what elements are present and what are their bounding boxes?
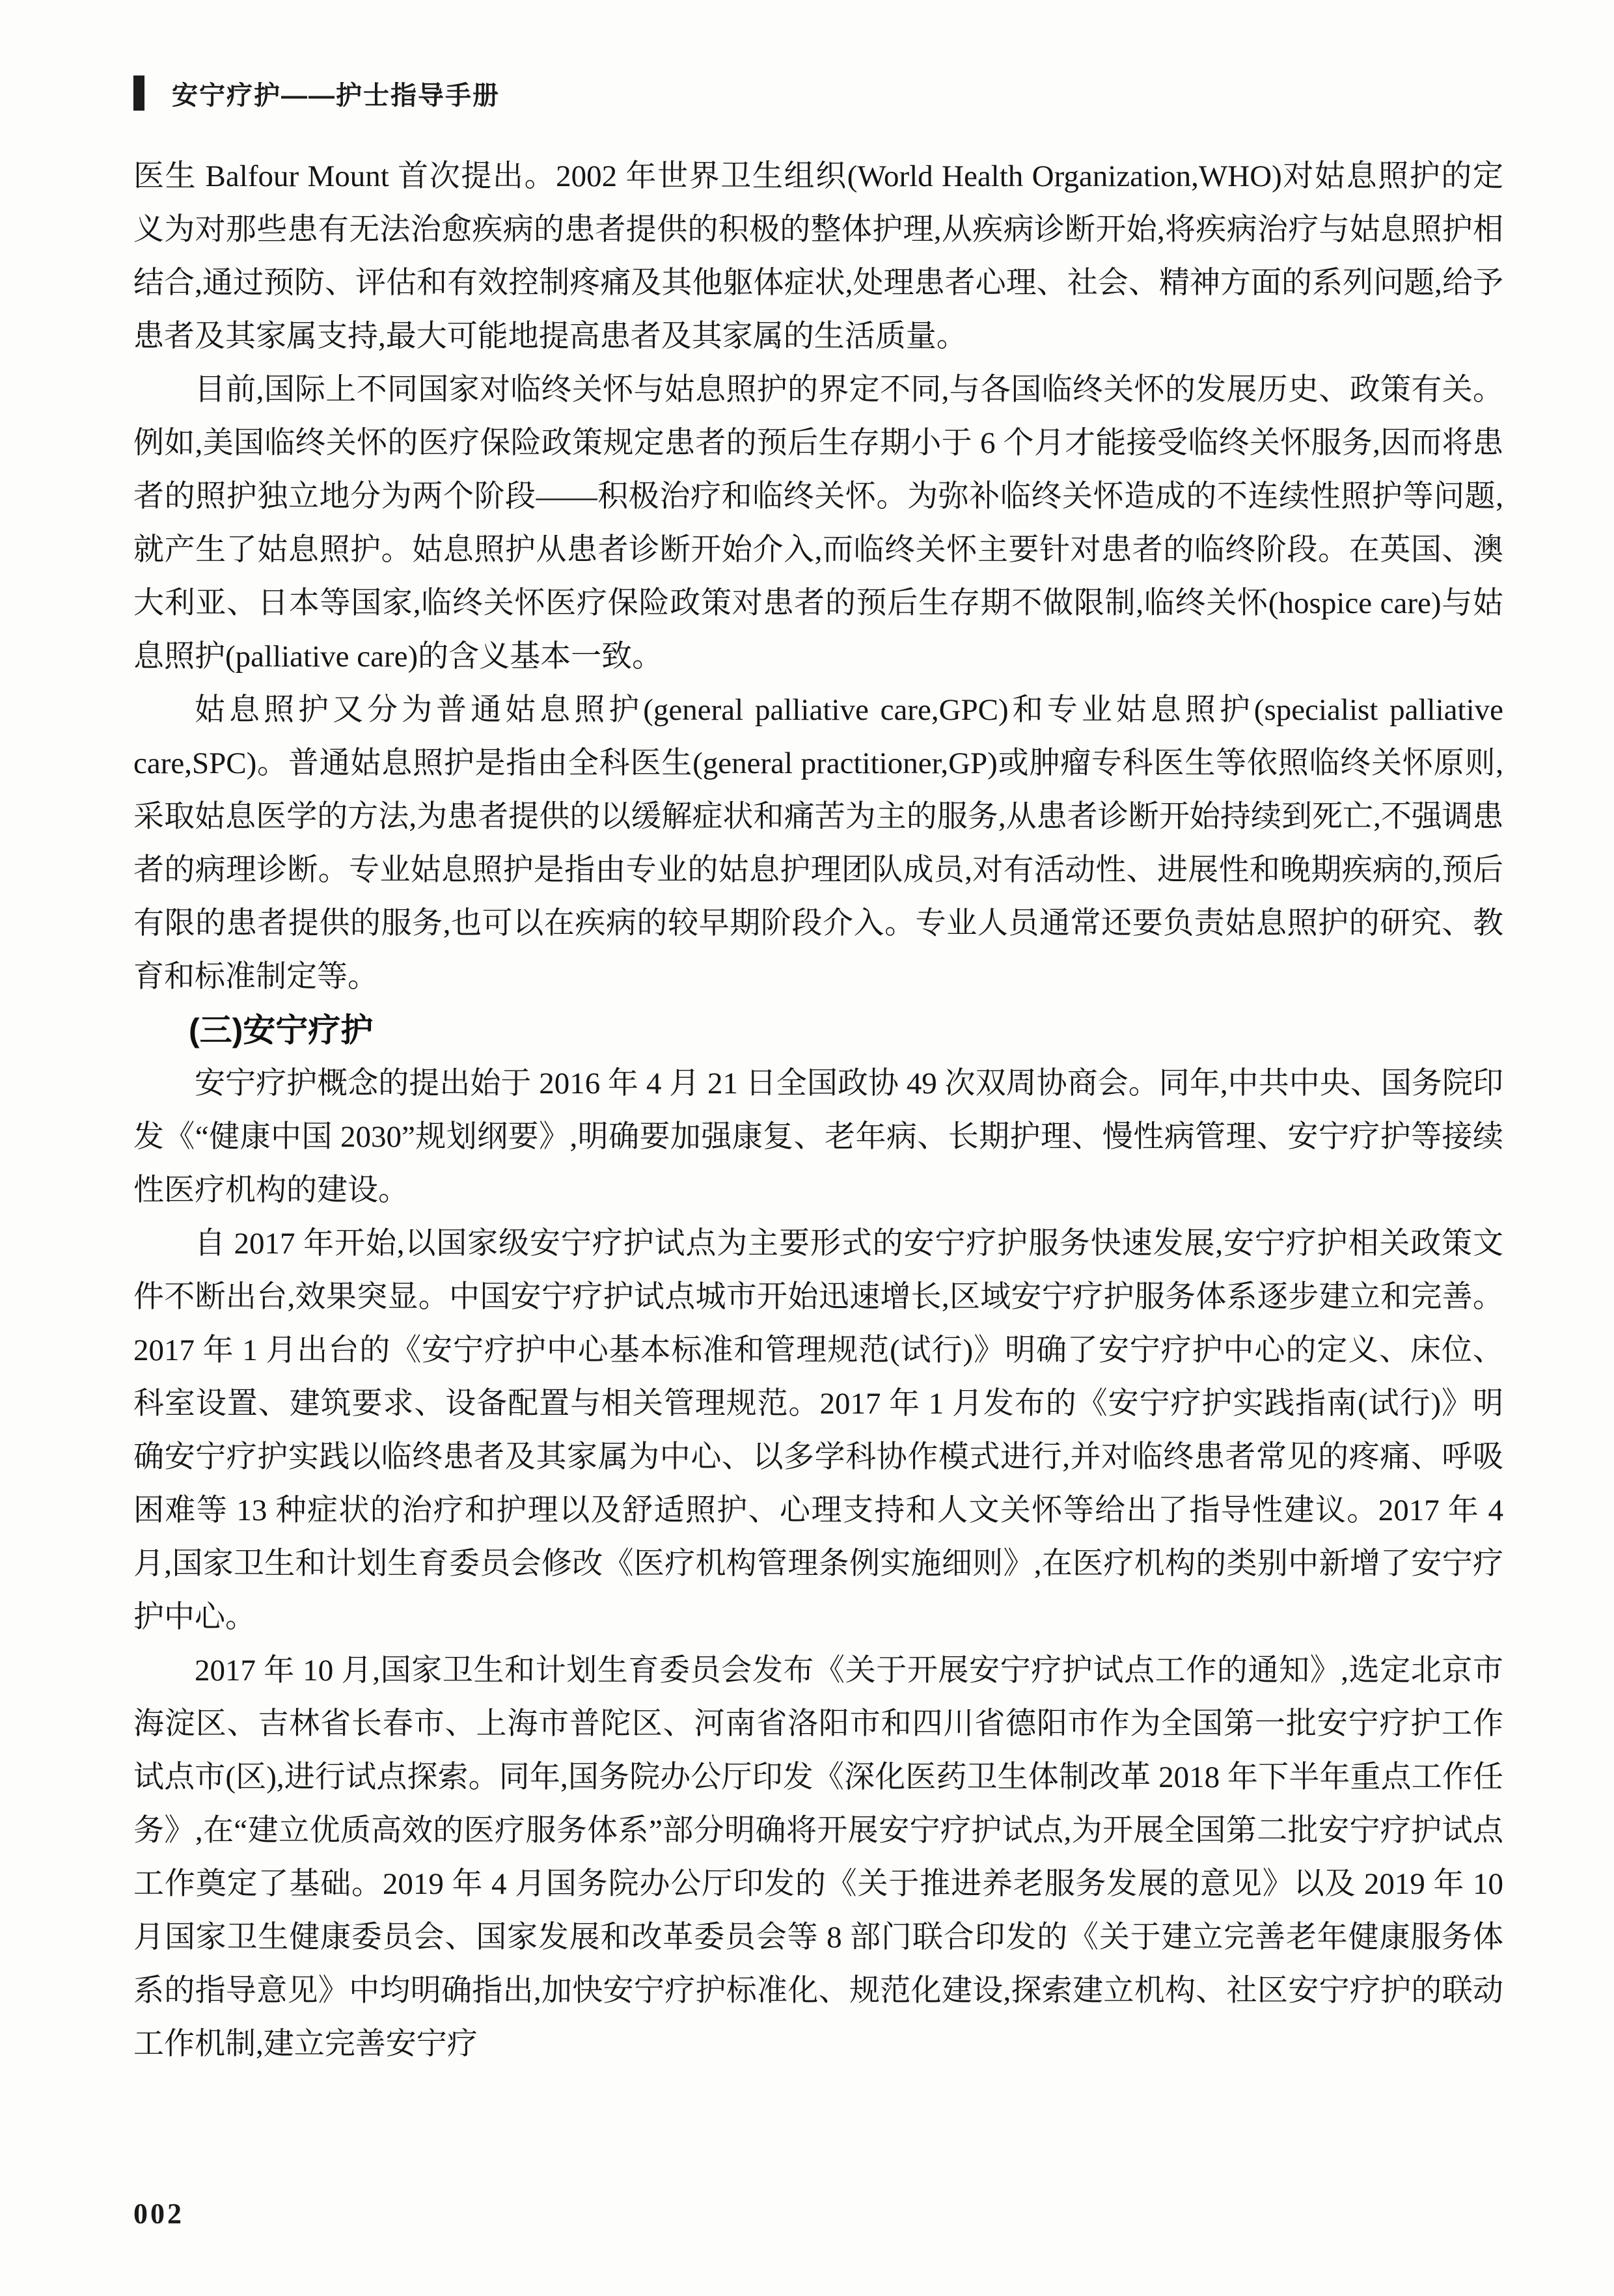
paragraph-continued: 医生 Balfour Mount 首次提出。2002 年世界卫生组织(World Health Organization,WHO)对姑息照护的定义为对那些患有无法治愈疾病的患者提供的积极的整体护理,从疾病诊断开始,将疾病治疗与姑息照护相结合,通过预防、评估和有效控制疼痛及其他躯体症状,处理患者心理、社会、精神方面的系列问题,给予患者及其家属支持,最大可能地提高患者及其家属的生活质量。	[133, 159, 1503, 353]
header-bar-icon	[133, 75, 144, 111]
paragraph: 2017 年 10 月,国家卫生和计划生育委员会发布《关于开展安宁疗护试点工作的通知》,选定北京市海淀区、吉林省长春市、上海市普陀区、河南省洛阳市和四川省德阳市作为全国第一批安宁疗护工作试点市(区),进行试点探索。同年,国务院办公厅印发《深化医药卫生体制改革 2018 年下半年重点工作任务》,在“建立优质高效的医疗服务体系”部分明确将开展安宁疗护试点,为开展全国第二批安宁疗护试点工作奠定了基础。2019 年 4 月国务院办公厅印发的《关于推进养老服务发展的意见》以及 2019 年 10 月国家卫生健康委员会、国家发展和改革委员会等 8 部门联合印发的《关于建立完善老年健康服务体系的指导意见》中均明确指出,加快安宁疗护标准化、规范化建设,探索建立机构、社区安宁疗护的联动工作机制,建立完善安宁疗	[133, 1654, 1503, 2061]
running-head-title: 安宁疗护——护士指导手册	[172, 81, 500, 110]
paragraph: 自 2017 年开始,以国家级安宁疗护试点为主要形式的安宁疗护服务快速发展,安宁疗护相关政策文件不断出台,效果突显。中国安宁疗护试点城市开始迅速增长,区域安宁疗护服务体系逐步建立和完善。2017 年 1 月出台的《安宁疗护中心基本标准和管理规范(试行)》明确了安宁疗护中心的定义、床位、科室设置、建筑要求、设备配置与相关管理规范。2017 年 1 月发布的《安宁疗护实践指南(试行)》明确安宁疗护实践以临终患者及其家属为中心、以多学科协作模式进行,并对临终患者常见的疼痛、呼吸困难等 13 种症状的治疗和护理以及舒适照护、心理支持和人文关怀等给出了指导性建议。2017 年 4 月,国家卫生和计划生育委员会修改《医疗机构管理条例实施细则》,在医疗机构的类别中新增了安宁疗护中心。	[133, 1227, 1503, 1634]
paragraph: 目前,国际上不同国家对临终关怀与姑息照护的界定不同,与各国临终关怀的发展历史、政策有关。例如,美国临终关怀的医疗保险政策规定患者的预后生存期小于 6 个月才能接受临终关怀服务,因而将患者的照护独立地分为两个阶段——积极治疗和临终关怀。为弥补临终关怀造成的不连续性照护等问题,就产生了姑息照护。姑息照护从患者诊断开始介入,而临终关怀主要针对患者的临终阶段。在英国、澳大利亚、日本等国家,临终关怀医疗保险政策对患者的预后生存期不做限制,临终关怀(hospice care)与姑息照护(palliative care)的含义基本一致。	[133, 373, 1503, 674]
section-heading: (三)安宁疗护	[189, 1012, 374, 1048]
paragraph: 安宁疗护概念的提出始于 2016 年 4 月 21 日全国政协 49 次双周协商会。同年,中共中央、国务院印发《“健康中国 2030”规划纲要》,明确要加强康复、老年病、长期护理、慢性病管理、安宁疗护等接续性医疗机构的建设。	[133, 1067, 1503, 1207]
page-number: 002	[133, 2198, 184, 2230]
paragraph: 姑息照护又分为普通姑息照护(general palliative care,GPC)和专业姑息照护(specialist palliative care,SPC)。普通姑息照护是指由全科医生(general practitioner,GP)或肿瘤专科医生等依照临终关怀原则,采取姑息医学的方法,为患者提供的以缓解症状和痛苦为主的服务,从患者诊断开始持续到死亡,不强调患者的病理诊断。专业姑息照护是指由专业的姑息护理团队成员,对有活动性、进展性和晚期疾病的,预后有限的患者提供的服务,也可以在疾病的较早期阶段介入。专业人员通常还要负责姑息照护的研究、教育和标准制定等。	[133, 693, 1503, 994]
page-body	[133, 150, 1503, 2071]
page-header	[133, 73, 1503, 113]
